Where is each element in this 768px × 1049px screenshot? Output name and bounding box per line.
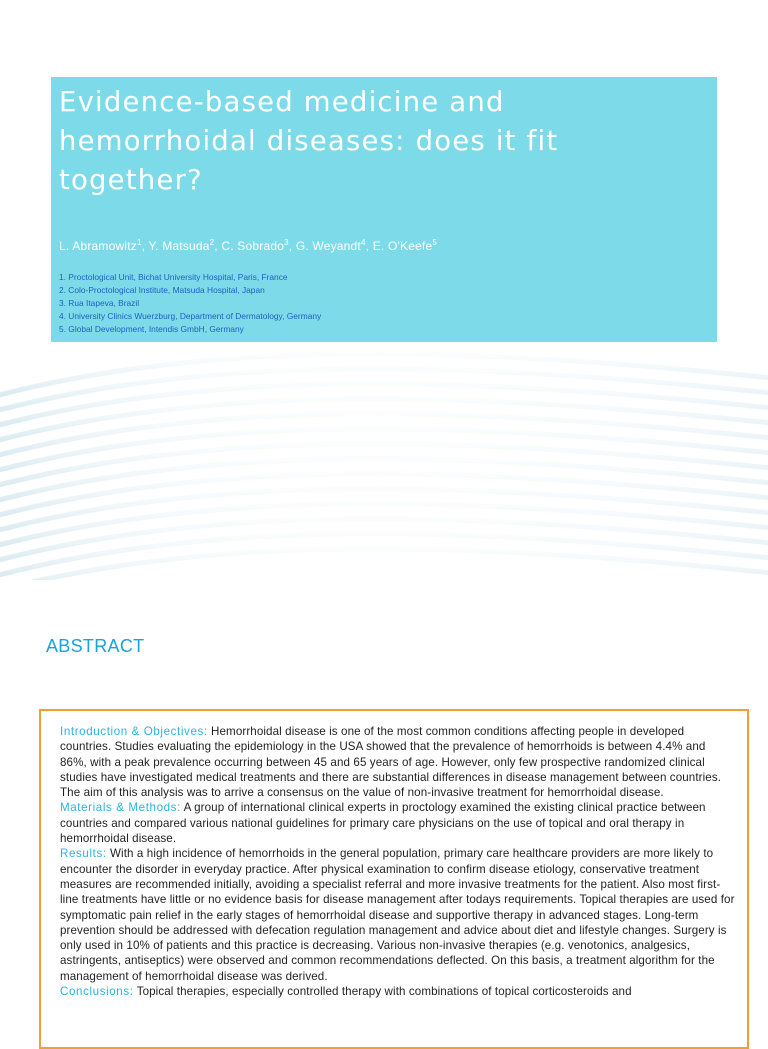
abstract-body — [60, 724, 735, 999]
author-affiliation-number: 2 — [209, 238, 215, 247]
author-name: E. O'Keefe$^5$ — [372, 238, 437, 253]
abstract-heading: ABSTRACT — [46, 636, 145, 656]
author-affiliation-number: 4 — [360, 238, 366, 247]
paper-title: Evidence-based medicine and hemorrhoidal diseases: does it fit together? — [59, 86, 559, 196]
author-list: L. Abramowitz$^1$, Y. Matsuda$^2$, C. Sobrado$^3$, G. Weyandt$^4$, E. O'Keefe$^5$ — [59, 238, 437, 253]
section-label-introduction: Introduction & Objectives: — [60, 725, 208, 738]
section-text-results: With a high incidence of hemorrhoids in the general population, primary care healthcare providers are more likely to encounter the disorder in everyday practice. After physical examination to confirm disease etiology, conservative treatment measures are recommended initially, avoiding a specialist referral and more invasive treatments for the patient. Also most first-line treatments have little or no evidence basis for disease management after todays requirements. Topical therapies are used for symptomatic pain relief in the early stages of hemorrhoidal disease and supportive therapy in advanced stages. Long-term prevention should be addressed with defecation regulation management and advice about diet and lifestyle changes. Surgery is only used in 10% of patients and this practice is decreasing. Various non-invasive therapies (e.g. venotonics, analgesics, astringents, antiseptics) were observed and common recommendations deflected. On this basis, a treatment algorithm for the management of hemorrhoidal disease was derived. — [60, 847, 735, 983]
header-banner — [51, 77, 717, 342]
author-name: L. Abramowitz$^1$ — [59, 238, 142, 253]
affiliation-item: 1. Proctological Unit, Bichat University Hospital, Paris, France — [59, 272, 288, 282]
section-label-results: Results: — [60, 847, 107, 861]
author-name: G. Weyandt$^4$ — [295, 238, 366, 253]
affiliation-list — [59, 271, 709, 336]
affiliation-item: 4. University Clinics Wuerzburg, Department of Dermatology, Germany — [59, 311, 322, 321]
section-label-conclusions: Conclusions: — [60, 985, 134, 999]
author-name: C. Sobrado$^3$ — [221, 238, 289, 253]
section-text-conclusions: Topical therapies, especially controlled therapy with combinations of topical corticosteroids and — [133, 985, 632, 999]
wave-background — [0, 330, 768, 580]
author-affiliation-number: 3 — [284, 238, 289, 247]
affiliation-item: 2. Colo-Proctological Institute, Matsuda Hospital, Japan — [59, 285, 265, 295]
section-text-methods: A group of international clinical experts in proctology examined the existing clinical practice between countries and compared various national guidelines for primary care physicians on the use of topical and oral therapy in hemorrhoidal disease. — [60, 801, 706, 846]
affiliation-item: 5. Global Development, Intendis GmbH, Germany — [59, 324, 244, 334]
abstract-box — [39, 709, 749, 1049]
section-label-methods: Materials & Methods: — [60, 801, 181, 815]
section-text-introduction: Hemorrhoidal disease is one of the most common conditions affecting people in developed countries. Studies evaluating the epidemiology in the USA showed that the prevalence of hemorrhoids is between 4.4% and 86%, with a peak prevalence occurring between 45 and 65 years of age. However, only few prospective randomized clinical studies have investigated medical treatments and there are substantial differences in disease management between countries. The aim of this analysis was to arrive a consensus on the value of non-invasive treatment for hemorrhoidal disease. — [60, 725, 722, 800]
author-name: Y. Matsuda$^2$ — [148, 238, 215, 253]
author-affiliation-number: 5 — [432, 238, 437, 247]
author-affiliation-number: 1 — [136, 238, 142, 247]
affiliation-item: 3. Rua Itapeva, Brazil — [59, 298, 140, 308]
